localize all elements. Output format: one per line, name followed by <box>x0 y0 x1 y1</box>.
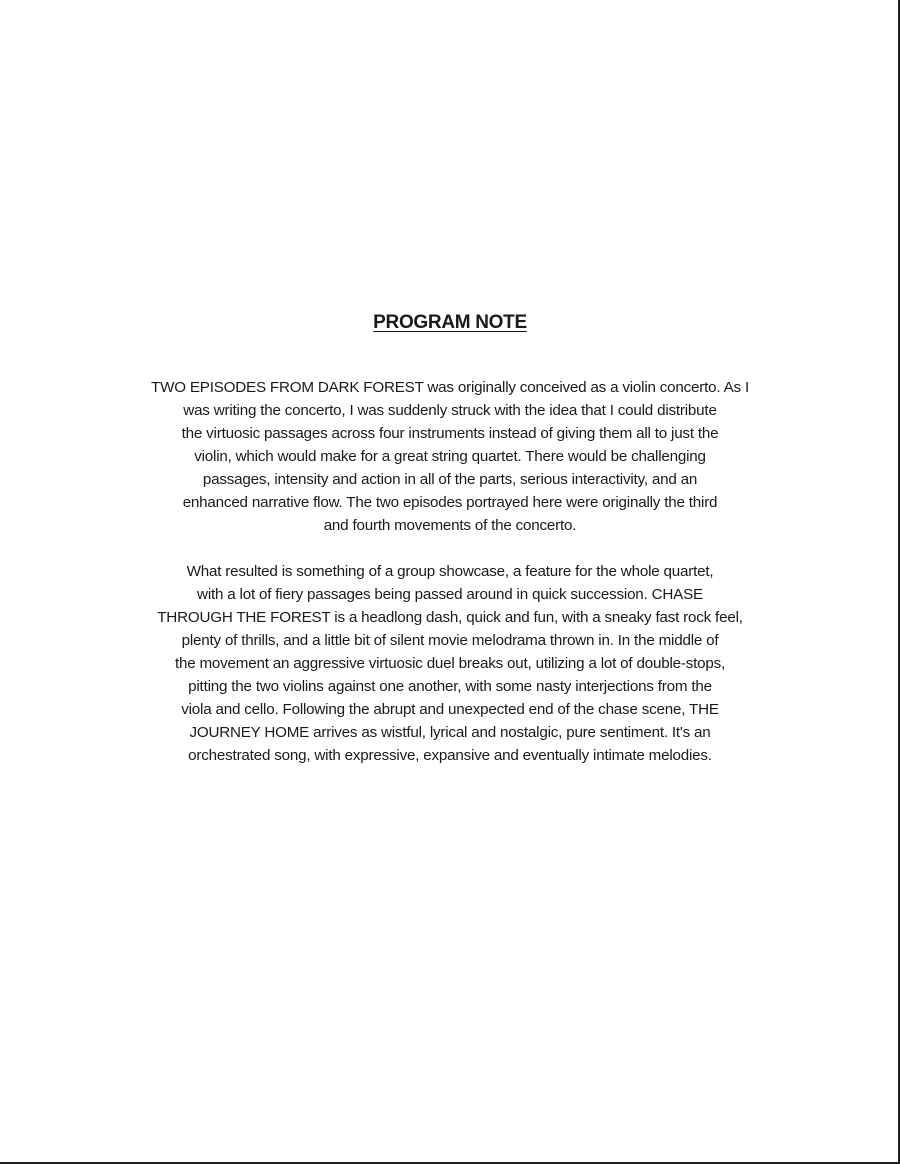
text-line: JOURNEY HOME arrives as wistful, lyrical and nostalgic, pure sentiment. It's an <box>189 724 711 741</box>
text-line: was writing the concerto, I was suddenly struck with the idea that I could distribute <box>183 402 717 419</box>
text-line: viola and cello. Following the abrupt and unexpected end of the chase scene, THE <box>181 701 719 718</box>
text-line: and fourth movements of the concerto. <box>323 517 577 534</box>
text-line: the virtuosic passages across four instruments instead of giving them all to just the <box>181 425 719 442</box>
text-line: with a lot of fiery passages being passed around in quick succession. CHASE <box>197 586 703 603</box>
text-line: orchestrated song, with expressive, expansive and eventually intimate melodies. <box>188 747 712 764</box>
text-line: TWO EPISODES FROM DARK FOREST was originally conceived as a violin concerto. As I <box>151 379 749 396</box>
paragraph-intro <box>110 376 790 537</box>
text-line: THROUGH THE FOREST is a headlong dash, quick and fun, with a sneaky fast rock feel, <box>157 609 743 626</box>
page-title: PROGRAM NOTE <box>373 312 527 333</box>
text-line: plenty of thrills, and a little bit of silent movie melodrama thrown in. In the middle of <box>181 632 719 649</box>
text-line: violin, which would make for a great string quartet. There would be challenging <box>194 448 706 465</box>
text-line: passages, intensity and action in all of the parts, serious interactivity, and an <box>202 471 698 488</box>
text-line: enhanced narrative flow. The two episodes portrayed here were originally the third <box>182 494 718 511</box>
text-line: the movement an aggressive virtuosic duel breaks out, utilizing a lot of double-stops, <box>174 655 726 672</box>
text-line: pitting the two violins against one another, with some nasty interjections from the <box>188 678 712 695</box>
paragraph-description <box>110 560 790 767</box>
text-line: What resulted is something of a group showcase, a feature for the whole quartet, <box>186 563 714 580</box>
